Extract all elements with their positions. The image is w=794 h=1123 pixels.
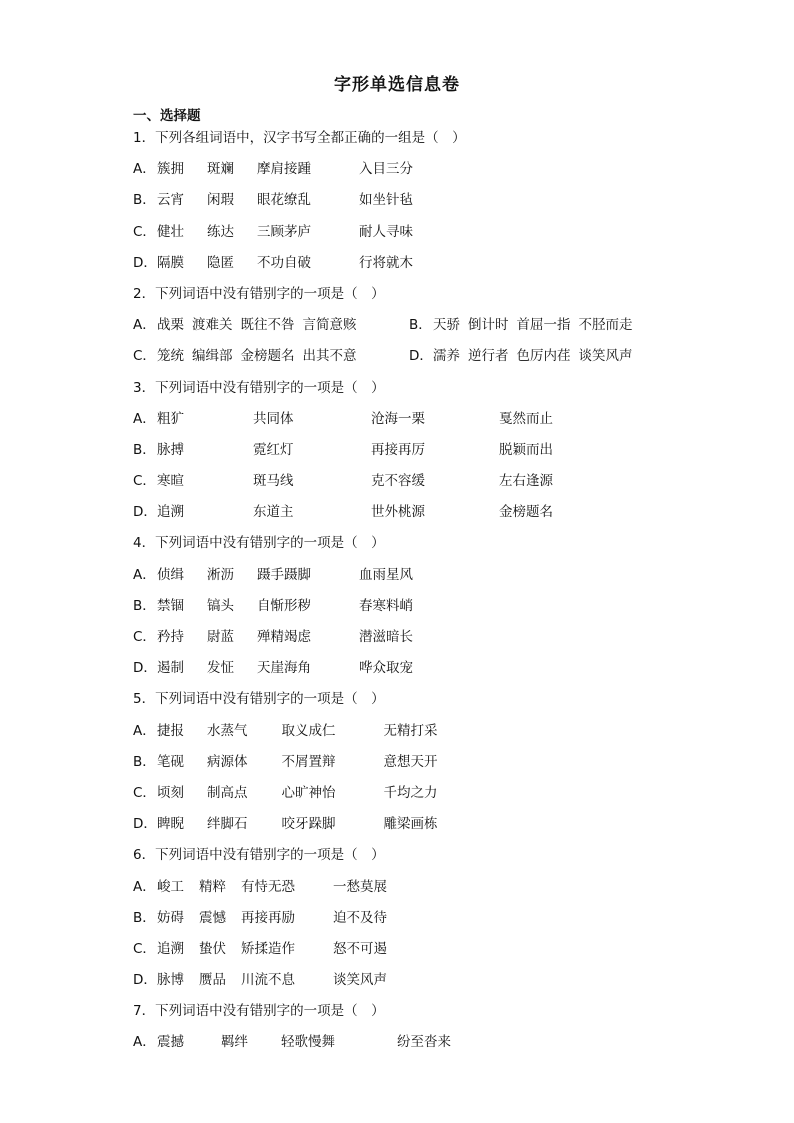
option-word: 濡养 [433, 348, 460, 365]
option-word: 取义成仁 [281, 722, 336, 739]
option-word: 发怔 [207, 660, 234, 677]
option-word: 尉蓝 [207, 629, 234, 645]
option-word: 不功自破 [257, 254, 311, 271]
option-word: 纷至沓来 [397, 1034, 451, 1051]
option-word: 斑马线 [253, 473, 294, 490]
option-word: 粗犷 [157, 410, 184, 427]
option-label: A． [133, 410, 156, 427]
question-stem: 2．下列词语中没有错别字的一项是（ ） [133, 285, 385, 302]
option-word: 禁锢 [157, 597, 184, 614]
option-word: 震撼 [157, 1034, 184, 1051]
option-label: D． [409, 348, 433, 365]
answer-option[interactable] [133, 222, 713, 253]
option-word: 矫揉造作 [241, 940, 295, 957]
option-row [133, 346, 713, 377]
option-word: 意想天开 [383, 753, 438, 770]
answer-option[interactable] [133, 471, 713, 502]
option-label: D． [133, 660, 157, 677]
option-word: 脉博 [157, 972, 184, 989]
option-label: C． [133, 348, 156, 365]
option-word: 川流不息 [241, 972, 295, 989]
option-label: C． [133, 223, 156, 240]
answer-option[interactable] [133, 315, 365, 335]
option-word: 心旷神怡 [281, 784, 336, 801]
answer-option[interactable] [133, 627, 713, 658]
option-word: 峻工 [157, 878, 184, 895]
option-word: 蹑手蹑脚 [257, 566, 311, 583]
option-word: 金榜题名 [240, 348, 295, 365]
answer-option[interactable] [133, 877, 713, 908]
answer-option[interactable] [133, 159, 713, 190]
option-word: 制高点 [207, 784, 248, 801]
option-word: 一愁莫展 [333, 878, 387, 895]
option-label: B． [133, 909, 156, 926]
option-word: 沧海一栗 [371, 410, 425, 427]
question-stem: 7．下列词语中没有错别字的一项是（ ） [133, 1003, 385, 1020]
option-word: 渡难关 [192, 317, 233, 334]
option-word: 战栗 [157, 317, 184, 334]
answer-option[interactable] [133, 939, 713, 970]
option-word: 脉搏 [157, 441, 184, 458]
option-word: 倒计时 [468, 317, 509, 334]
option-word: 世外桃源 [371, 504, 425, 521]
option-word: 再接再厉 [371, 441, 425, 458]
option-word: 色厉内荏 [516, 348, 571, 365]
option-word: 蛰伏 [199, 940, 226, 957]
option-word: 潜滋暗长 [359, 629, 413, 645]
option-word: 追溯 [157, 940, 184, 957]
question-stem: 4．下列词语中没有错别字的一项是（ ） [133, 535, 385, 552]
answer-option[interactable] [133, 783, 713, 814]
option-word: 共同体 [253, 410, 294, 427]
option-word: 咬牙跺脚 [281, 816, 336, 833]
option-label: C． [133, 940, 156, 957]
option-word: 入目三分 [359, 161, 413, 178]
option-word: 侦缉 [157, 566, 184, 583]
option-word: 戛然而止 [499, 410, 553, 427]
answer-option[interactable] [133, 721, 713, 752]
option-word: 赝品 [199, 972, 226, 989]
answer-option[interactable] [133, 440, 713, 471]
answer-option[interactable] [133, 346, 365, 366]
option-word: 三顾茅庐 [257, 223, 311, 240]
option-word: 左右逢源 [499, 473, 553, 490]
option-word: 殚精竭虑 [257, 629, 311, 645]
option-word: 云宵 [157, 192, 184, 209]
answer-option[interactable] [133, 658, 713, 689]
answer-option[interactable] [133, 565, 713, 596]
option-label: A． [133, 878, 156, 895]
option-word: 妨碍 [157, 909, 184, 926]
option-word: 闲瑕 [207, 192, 234, 209]
option-word: 哗众取宠 [359, 660, 413, 677]
option-word: 克不容缓 [371, 473, 425, 490]
option-word: 捷报 [157, 722, 184, 739]
option-word: 隐匿 [207, 254, 234, 271]
answer-option[interactable] [133, 1032, 713, 1063]
option-word: 出其不意 [302, 348, 357, 365]
option-word: 簇拥 [157, 161, 184, 178]
option-word: 镐头 [207, 597, 234, 614]
option-word: 东道主 [253, 504, 294, 521]
option-word: 血雨星风 [359, 566, 413, 583]
option-word: 脱颖而出 [499, 441, 553, 458]
option-word: 淅沥 [207, 566, 234, 583]
option-word: 天骄 [433, 317, 460, 334]
option-label: B． [133, 441, 156, 458]
option-label: B． [409, 317, 432, 334]
answer-option[interactable] [133, 908, 713, 939]
option-word: 霓红灯 [253, 441, 294, 458]
option-word: 轻歌慢舞 [281, 1034, 335, 1051]
option-label: D． [133, 972, 157, 989]
answer-option[interactable] [133, 814, 713, 845]
option-word: 耐人寻味 [359, 223, 413, 240]
option-word: 摩肩接踵 [257, 161, 311, 178]
option-label: A． [133, 566, 156, 583]
option-word: 春寒料峭 [359, 597, 413, 614]
option-label: B． [133, 597, 156, 614]
option-word: 行将就木 [359, 254, 413, 271]
option-word: 寒暄 [157, 473, 184, 490]
option-word: 练达 [207, 223, 234, 240]
option-word: 千均之力 [383, 784, 438, 801]
option-label: D． [133, 504, 157, 521]
option-word: 不胫而走 [578, 317, 633, 334]
option-word: 斑斓 [207, 161, 234, 178]
option-word: 谈笑风声 [578, 348, 633, 365]
option-word: 不屑置辩 [281, 753, 336, 770]
option-word: 编缉部 [192, 348, 233, 365]
option-label: A． [133, 722, 156, 739]
option-word: 金榜题名 [499, 504, 553, 521]
option-word: 言简意赅 [302, 317, 357, 334]
answer-option[interactable] [133, 596, 713, 627]
answer-option[interactable] [409, 346, 641, 366]
option-word: 遏制 [157, 660, 184, 677]
answer-option[interactable] [133, 253, 713, 284]
option-word: 迫不及待 [333, 909, 387, 926]
option-word: 隔膜 [157, 254, 184, 271]
option-word: 天崖海角 [257, 660, 311, 677]
option-word: 既往不咎 [240, 317, 295, 334]
option-word: 谈笑风声 [333, 972, 387, 989]
option-word: 如坐针毡 [359, 192, 413, 209]
option-label: A． [133, 317, 156, 334]
option-word: 睥睨 [157, 816, 184, 833]
option-word: 眼花缭乱 [257, 192, 311, 209]
option-word: 逆行者 [468, 348, 509, 365]
option-word: 震憾 [199, 909, 226, 926]
option-word: 有恃无恐 [241, 878, 295, 895]
option-word: 怒不可遏 [333, 940, 387, 957]
option-label: B． [133, 753, 156, 770]
option-word: 再接再励 [241, 909, 295, 926]
answer-option[interactable] [133, 502, 713, 533]
option-word: 精粹 [199, 878, 226, 895]
option-word: 顷刻 [157, 784, 184, 801]
option-word: 健壮 [157, 223, 184, 240]
option-word: 自惭形秽 [257, 597, 311, 614]
option-word: 病源体 [207, 753, 248, 770]
option-word: 笔砚 [157, 753, 184, 770]
question-stem: 5．下列词语中没有错别字的一项是（ ） [133, 691, 385, 708]
option-label: D． [133, 816, 157, 833]
section-heading: 一、选择题 [133, 108, 201, 124]
option-label: D． [133, 254, 157, 271]
question-stem: 1．下列各组词语中，汉字书写全都正确的一组是（ ） [133, 130, 466, 146]
option-word: 绊脚石 [207, 816, 248, 833]
option-label: A． [133, 1034, 156, 1051]
option-word: 笼统 [157, 348, 184, 365]
answer-option[interactable] [133, 970, 713, 1001]
option-label: B． [133, 192, 156, 209]
question-stem: 6．下列词语中没有错别字的一项是（ ） [133, 847, 385, 864]
answer-option[interactable] [409, 315, 641, 335]
option-word: 雕梁画栋 [383, 816, 438, 833]
option-label: C． [133, 473, 156, 490]
option-row [133, 315, 713, 346]
question-stem: 3．下列词语中没有错别字的一项是（ ） [133, 379, 385, 396]
answer-option[interactable] [133, 752, 713, 783]
answer-option[interactable] [133, 409, 713, 440]
option-word: 无精打采 [383, 722, 438, 739]
option-word: 首屈一指 [516, 317, 571, 334]
page-title: 字形单选信息卷 [334, 75, 460, 95]
option-label: A． [133, 161, 156, 178]
question-list [133, 128, 713, 1064]
option-label: C． [133, 629, 156, 645]
option-word: 羁绊 [221, 1034, 248, 1051]
option-word: 水蒸气 [207, 722, 248, 739]
option-word: 矜持 [157, 629, 184, 645]
answer-option[interactable] [133, 190, 713, 221]
option-label: C． [133, 784, 156, 801]
option-word: 追溯 [157, 504, 184, 521]
